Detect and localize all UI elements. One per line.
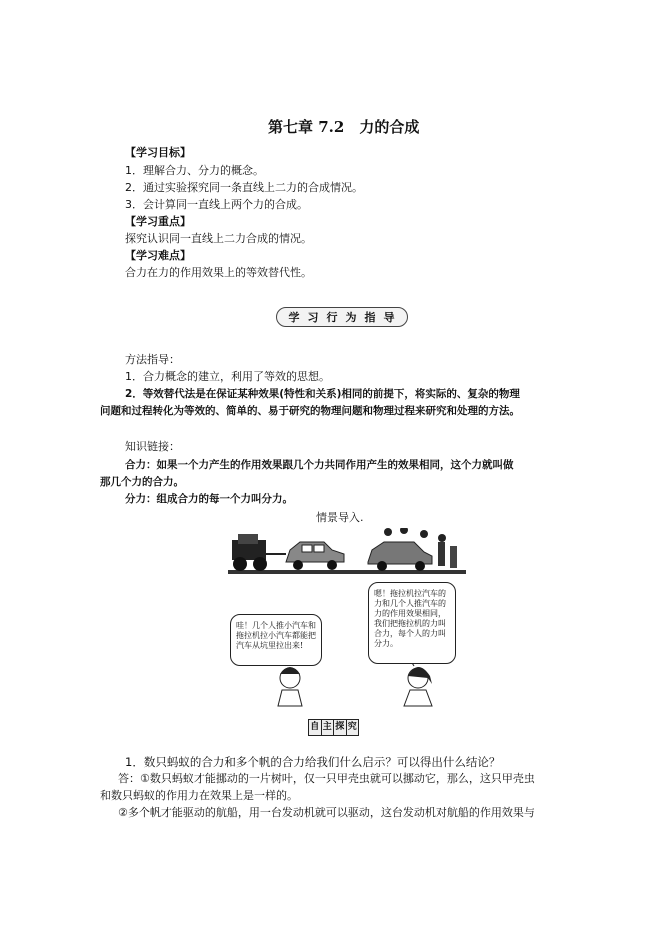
- banner-char: 导: [383, 311, 396, 324]
- answer-1-line-1: 答：①数只蚂蚁才能挪动的一片树叶，仅一只甲壳虫就可以挪动它，那么，这只甲壳虫: [118, 772, 535, 785]
- key-point-text: 探究认识同一直线上二力合成的情况。: [125, 232, 312, 245]
- method-heading: 方法指导：: [125, 353, 180, 366]
- objective-item-1: 1．理解合力、分力的概念。: [125, 164, 264, 177]
- banner-char: 学: [288, 311, 301, 324]
- answer-2-line-1: ②多个帆才能驱动的航船，用一台发动机就可以驱动，这台发动机对航船的作用效果与: [118, 806, 535, 819]
- banner-char: 为: [345, 311, 358, 324]
- objectives-heading: 【学习目标】: [125, 146, 191, 159]
- tractor-icon: [232, 534, 286, 571]
- resultant-force-def-line-2: 那几个力的合力。: [100, 476, 184, 488]
- component-force-def: 分力：组成合力的每一个力叫分力。: [125, 493, 293, 505]
- learning-guide-banner: [276, 307, 408, 327]
- car-icon: [286, 542, 344, 570]
- self-exploration-badge: [308, 719, 359, 736]
- badge-char: 究: [347, 720, 359, 735]
- speech-bubble-left: 哇！几个人推小汽车和拖拉机拉小汽车都能把汽车从坑里拉出来!: [230, 614, 322, 666]
- method-item-2-line-1: 2．等效替代法是在保证某种效果(特性和关系)相同的前提下，将实际的、复杂的物理: [125, 388, 520, 400]
- people-pushing-car-icon: [368, 528, 457, 571]
- badge-char: 探: [334, 720, 347, 735]
- scene-intro-label: 情景导入.: [316, 511, 364, 524]
- scene-illustration: [228, 528, 466, 708]
- key-point-heading: 【学习重点】: [125, 215, 191, 228]
- answer-1-line-2: 和数只蚂蚁的作用力在效果上是一样的。: [100, 789, 298, 802]
- resultant-force-def-line-1: 合力：如果一个力产生的作用效果跟几个力共同作用产生的效果相同，这个力就叫做: [125, 459, 514, 471]
- difficulty-heading: 【学习难点】: [125, 249, 191, 262]
- badge-char: 主: [322, 720, 335, 735]
- banner-char: 指: [364, 311, 377, 324]
- question-1: 1．数只蚂蚁的合力和多个帆的合力给我们什么启示？可以得出什么结论？: [125, 755, 501, 769]
- badge-char: 自: [309, 720, 322, 735]
- objective-item-2: 2．通过实验探究同一条直线上二力的合成情况。: [125, 181, 363, 194]
- speech-bubble-right: 嗯！拖拉机拉汽车的力和几个人推汽车的力的作用效果相同，我们把拖拉机的力叫合力，每个人的力叫分力。: [368, 582, 456, 664]
- knowledge-heading: 知识链接：: [125, 440, 180, 453]
- page-title: 第七章 7.2 力的合成: [268, 118, 420, 136]
- banner-char: 习: [307, 311, 320, 324]
- banner-char: 行: [326, 311, 339, 324]
- objective-item-3: 3．会计算同一直线上两个力的合成。: [125, 198, 308, 211]
- difficulty-text: 合力在力的作用效果上的等效替代性。: [125, 266, 312, 279]
- method-item-2-line-2: 问题和过程转化为等效的、简单的、易于研究的物理问题和物理过程来研究和处理的方法。: [100, 405, 520, 417]
- method-item-1: 1．合力概念的建立，利用了等效的思想。: [125, 370, 330, 383]
